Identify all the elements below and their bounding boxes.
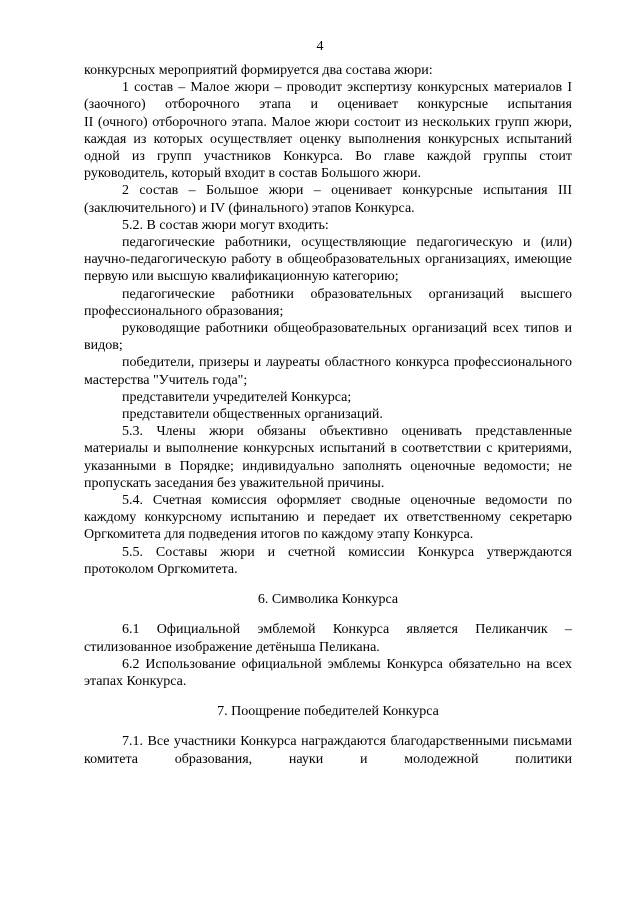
list-item-pedagogical-workers: педагогические работники, осуществляющие педагогическую и (или) научно-педагогическую работу в общеобразовательных организациях, имеющие первую или высшую квалификационную категорию; (84, 235, 572, 285)
paragraph-small-jury-continued: II (очного) отборочного этапа. Малое жюри состоит из нескольких групп жюри, каждая из которых осуществляет оценку выполнения конкурсных испытаний одной из групп участников Конкурса. Во главе каждой группы стоит руководитель, который входит в состав Большого жюри. (84, 114, 572, 182)
list-item-founders: представители учредителей Конкурса; (122, 389, 352, 405)
paragraph-5-3: 5.3. Члены жюри обязаны объективно оценивать представленные материалы и выполнение конкурсных испытаний в соответствии с критериями, указанными в Порядке; индивидуально заполнять оценочные ведомости; не пропускать заседания без уважительной причины. (84, 424, 572, 491)
section-heading-rewards: 7. Поощрение победителей Конкурса (217, 704, 439, 720)
list-item-winners: победители, призеры и лауреаты областного конкурса профессионального мастерства "Учитель года"; (84, 355, 572, 388)
section-heading-symbolics: 6. Символика Конкурса (257, 592, 399, 608)
paragraph-small-jury: 1 состав – Малое жюри – проводит экспертизу конкурсных материалов I (заочного) отборочного этапа и оценивает конкурсные испытания (84, 80, 572, 113)
paragraph-7-1: 7.1. Все участники Конкурса награждаются благодарственными письмами комитета образования, науки и молодежной политики (84, 734, 572, 767)
paragraph-5-4: 5.4. Счетная комиссия оформляет сводные оценочные ведомости по каждому конкурсному испытанию и передает их ответственному секретарю Оргкомитета для подведения итогов по каждому этапу Конкурса. (84, 493, 572, 543)
paragraph-6-1: 6.1 Официальной эмблемой Конкурса является Пеликанчик – стилизованное изображение детёныша Пеликана. (84, 622, 572, 655)
list-item-public-organizations: представители общественных организаций. (122, 407, 383, 423)
page-body (84, 62, 572, 768)
list-item-higher-education-workers: педагогические работники образовательных организаций высшего профессионального образования; (84, 286, 572, 319)
paragraph-big-jury: 2 состав – Большое жюри – оценивает конкурсные испытания III (заключительного) и IV (финального) этапов Конкурса. (84, 183, 572, 216)
paragraph-6-2: 6.2 Использование официальной эмблемы Конкурса обязательно на всех этапах Конкурса. (84, 656, 572, 689)
paragraph-continuation: конкурсных мероприятий формируется два состава жюри: (84, 63, 433, 78)
page-number: 4 (316, 39, 324, 54)
list-item-managing-workers: руководящие работники общеобразовательных организаций всех типов и видов; (84, 321, 572, 354)
paragraph-5-2: 5.2. В состав жюри могут входить: (122, 217, 329, 233)
paragraph-5-5: 5.5. Составы жюри и счетной комиссии Конкурса утверждаются протоколом Оргкомитета. (84, 544, 572, 577)
